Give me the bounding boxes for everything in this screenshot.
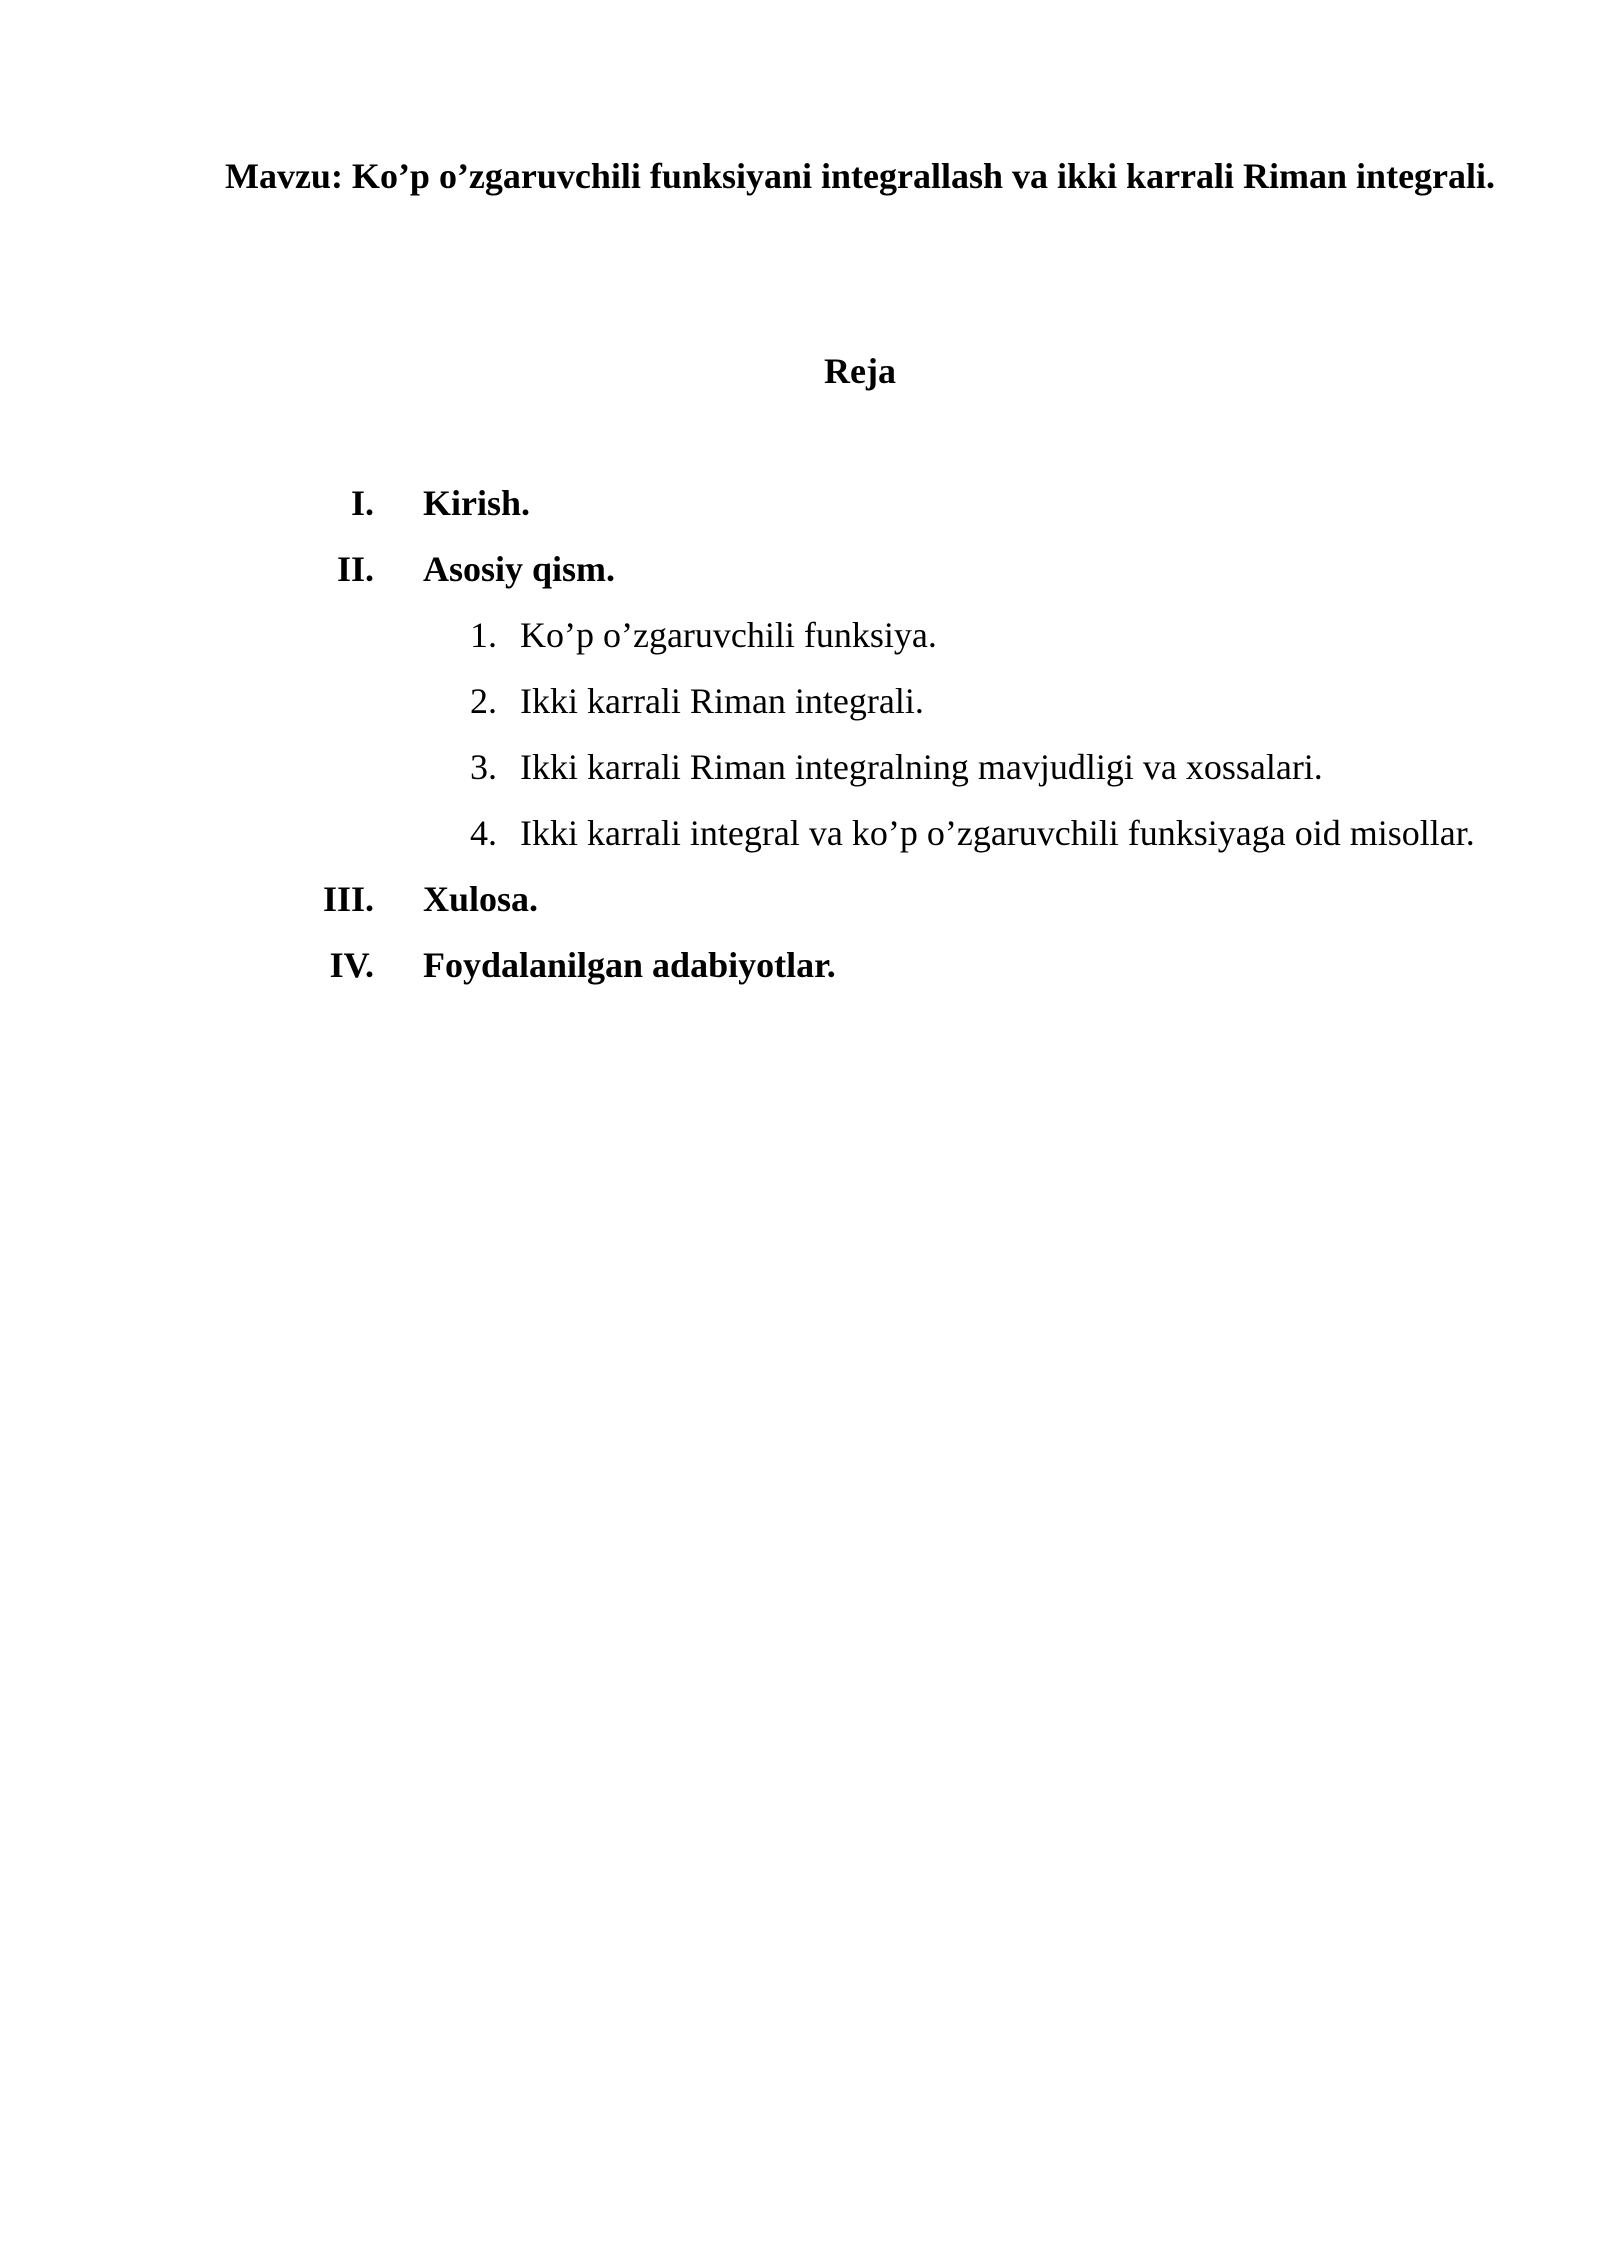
sublist-item (0, 734, 1600, 800)
sublist-label: Ikki karrali Riman integralning mavjudligi va xossalari. (520, 747, 1323, 787)
outline-numeral: IV. (329, 945, 374, 985)
outline-sublist-container (0, 602, 1600, 866)
sublist-number: 1. (470, 615, 497, 655)
outline-numeral: III. (322, 879, 374, 919)
outline-label: Asosiy qism. (423, 549, 616, 589)
sublist-label: Ikki karrali Riman integrali. (520, 681, 924, 721)
sublist-item (0, 668, 1600, 734)
sublist-label: Ikki karrali integral va ko’p o’zgaruvchili funksiyaga oid misollar. (520, 813, 1475, 853)
outline-item-conclusion (0, 866, 1600, 932)
outline-numeral: II. (336, 549, 374, 589)
outline-label: Foydalanilgan adabiyotlar. (423, 945, 836, 985)
sublist-item (0, 800, 1600, 866)
plan-outline (0, 470, 1600, 998)
plan-heading: Reja (824, 351, 896, 391)
outline-label: Xulosa. (423, 879, 539, 919)
outline-item-references (0, 932, 1600, 998)
sublist-item (0, 602, 1600, 668)
sublist-label: Ko’p o’zgaruvchili funksiya. (520, 615, 937, 655)
sublist-number: 2. (470, 681, 497, 721)
outline-numeral: I. (350, 483, 374, 523)
outline-label: Kirish. (423, 483, 531, 523)
outline-item-main-part (0, 536, 1600, 602)
sublist-number: 3. (470, 747, 497, 787)
document-title: Mavzu: Ko’p o’zgaruvchili funksiyani integrallash va ikki karrali Riman integrali. (224, 156, 1496, 196)
outline-item-introduction (0, 470, 1600, 536)
sublist-number: 4. (470, 813, 497, 853)
main-part-sublist (0, 602, 1600, 866)
